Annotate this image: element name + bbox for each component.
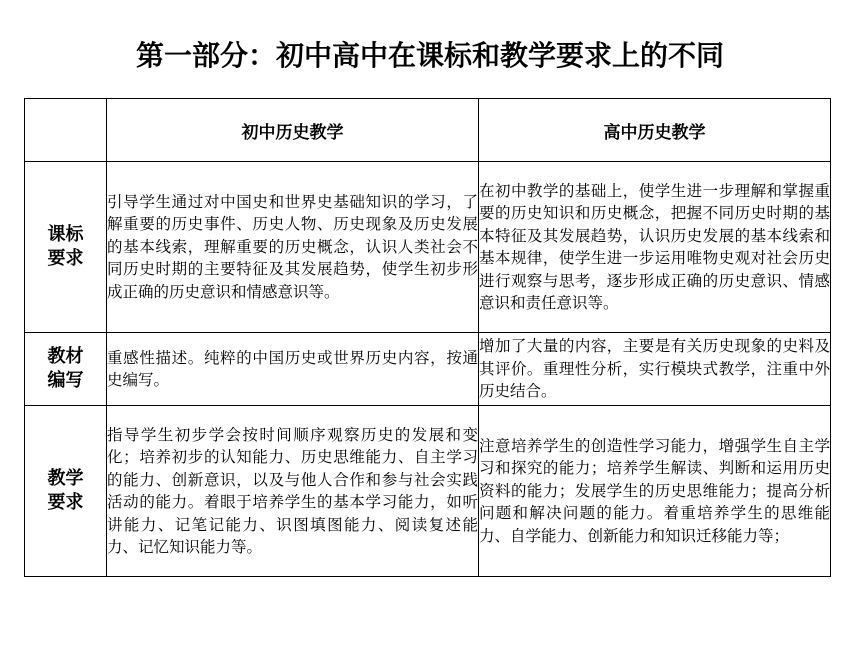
cell-junior-textbook: 重感性描述。纯粹的中国历史或世界历史内容，按通史编写。: [107, 333, 479, 406]
cell-senior-curriculum: 在初中教学的基础上，使学生进一步理解和掌握重要的历史知识和历史概念，把握不同历史时期的基本特征及其发展趋势，认识历史发展的基本线索和基本规律，使学生进一步运用唯物史观对社会历史进行观察与思考，逐步形成正确的历史意识、情感意识和责任意识等。: [479, 162, 831, 333]
cell-junior-teaching: 指导学生初步学会按时间顺序观察历史的发展和变化；培养初步的认知能力、历史思维能力、自主学习的能力、创新意识，以及与他人合作和参与社会实践活动的能力。着眼于培养学生的基本学习能力，如听讲能力、记笔记能力、识图填图能力、阅读复述能力、记忆知识能力等。: [107, 406, 479, 577]
row-label-line: 编写: [47, 370, 84, 391]
table-header-row: [25, 99, 831, 162]
table-row-curriculum: [25, 162, 831, 333]
page-title: 第一部分：初中高中在课标和教学要求上的不同: [135, 39, 724, 72]
row-label-line: 教学: [47, 468, 84, 489]
row-label-curriculum: [25, 162, 107, 333]
column-header-senior: 高中历史教学: [479, 99, 831, 162]
row-label-line: 课标: [47, 224, 84, 245]
row-label-line: 要求: [47, 492, 84, 513]
cell-junior-curriculum: 引导学生通过对中国史和世界史基础知识的学习，了解重要的历史事件、历史人物、历史现象及历史发展的基本线索，理解重要的历史概念，认识人类社会不同历史时期的主要特征及其发展趋势，使学生初步形成正确的历史意识和情感意识等。: [107, 162, 479, 333]
column-header-junior: 初中历史教学: [107, 99, 479, 162]
cell-senior-teaching: 注意培养学生的创造性学习能力，增强学生自主学习和探究的能力；培养学生解读、判断和运用历史资料的能力；发展学生的历史思维能力；提高分析问题和解决问题的能力。着重培养学生的思维能力、自学能力、创新能力和知识迁移能力等；: [479, 406, 831, 577]
table-row-textbook: [25, 333, 831, 406]
table-corner-cell: [25, 99, 107, 162]
row-label-teaching: [25, 406, 107, 577]
cell-senior-textbook: 增加了大量的内容，主要是有关历史现象的史料及其评价。重理性分析，实行模块式教学，注重中外历史结合。: [479, 333, 831, 406]
row-label-line: 教材: [47, 346, 84, 367]
row-label-textbook: [25, 333, 107, 406]
row-label-line: 要求: [47, 248, 84, 269]
comparison-table: [24, 98, 831, 577]
table-row-teaching: [25, 406, 831, 577]
